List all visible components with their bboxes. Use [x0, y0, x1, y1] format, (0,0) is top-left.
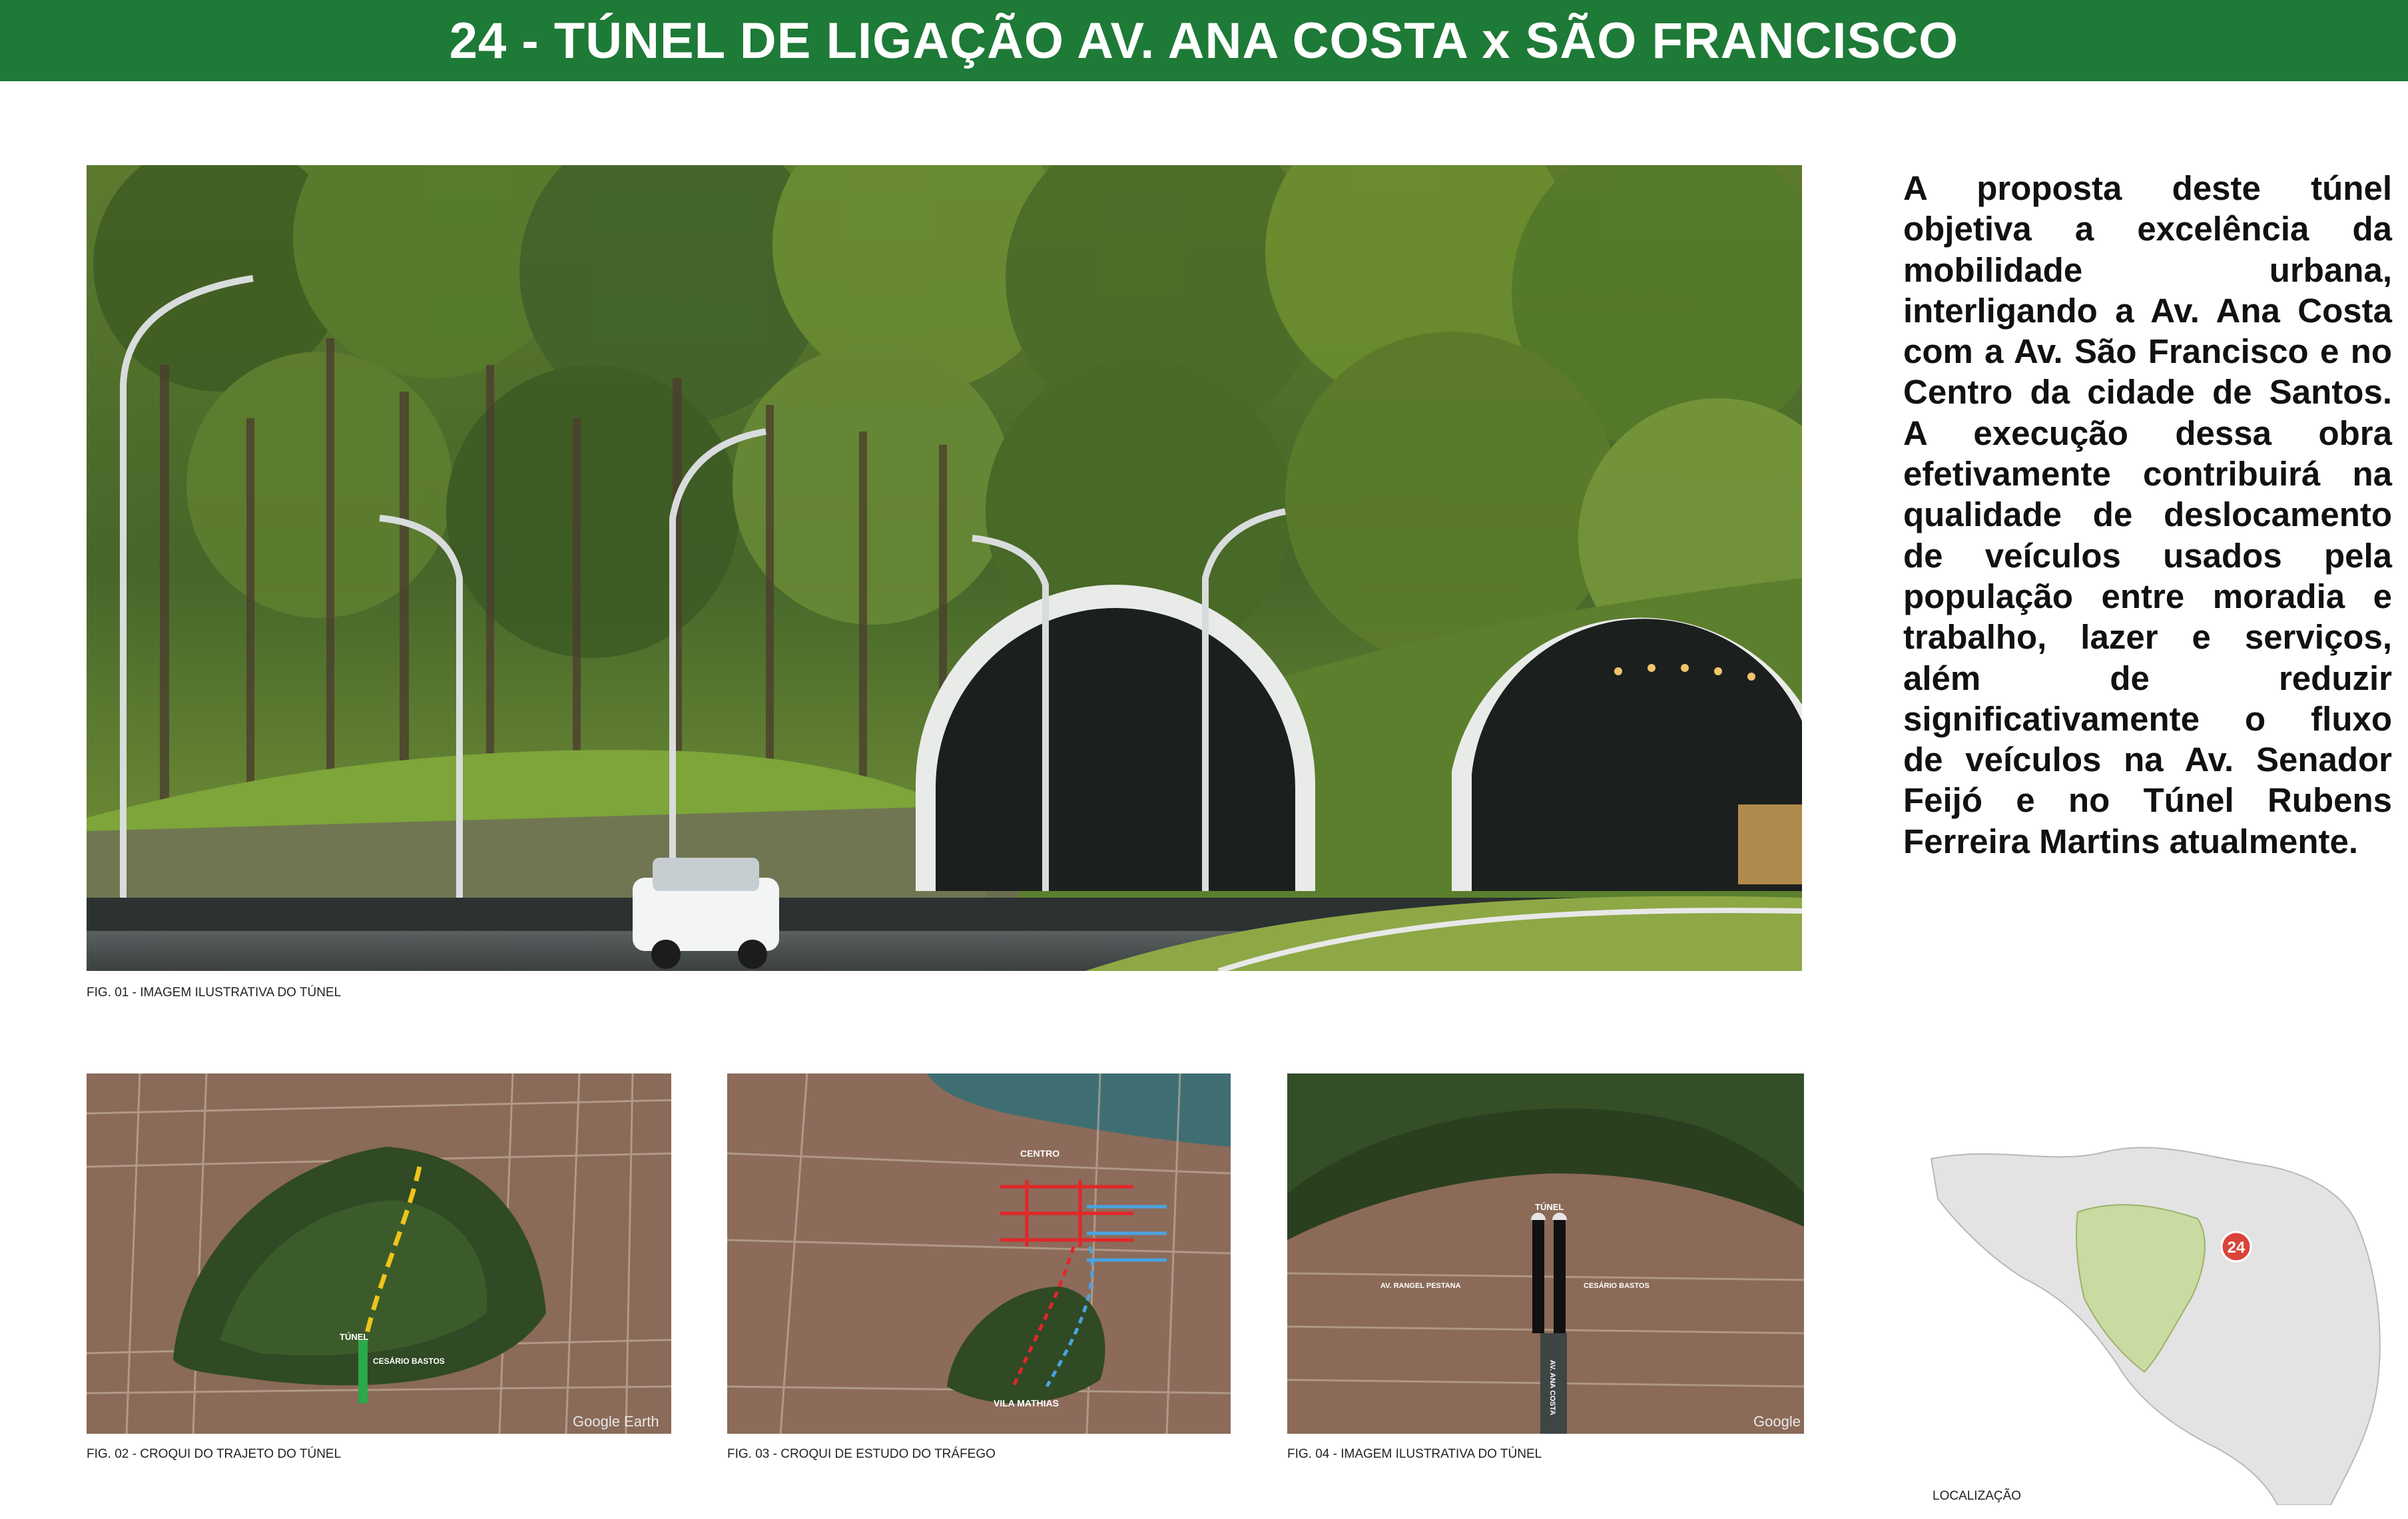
description-line: Centro da cidade de Santos. [1903, 373, 2392, 412]
description-line: A execução dessa obra [1903, 414, 2392, 452]
description-line: efetivamente contribuirá na [1903, 455, 2392, 493]
description-line: população entre moradia e [1903, 577, 2392, 615]
fig02-street-label: CESÁRIO BASTOS [373, 1357, 445, 1366]
fig04-tunnel-label: TÚNEL [1535, 1202, 1564, 1212]
tunnel-illustration-image [87, 165, 1802, 971]
description-line: Feijó e no Túnel Rubens [1903, 781, 2392, 820]
description-line: de veículos na Av. Senador [1903, 741, 2392, 779]
fig04-cesario-label: CESÁRIO BASTOS [1584, 1282, 1650, 1290]
description-line: além de reduzir [1903, 659, 2392, 697]
description-line: com a Av. São Francisco e no [1903, 332, 2392, 371]
description-line: trabalho, lazer e serviços, [1903, 618, 2392, 657]
description-line: de veículos usados pela [1903, 536, 2392, 575]
project-description [1903, 168, 2392, 862]
page-title: 24 - TÚNEL DE LIGAÇÃO AV. ANA COSTA x SÃO FRANCISCO [449, 12, 1959, 69]
fig04-watermark: Google [1753, 1413, 1801, 1430]
description-line: significativamente o fluxo [1903, 699, 2392, 738]
location-marker-label: 24 [2227, 1239, 2246, 1257]
tunnel-aerial-image [1287, 1073, 1804, 1434]
description-line: interligando a Av. Ana Costa [1903, 291, 2392, 330]
fig03-vila-label: VILA MATHIAS [994, 1398, 1059, 1408]
description-line: objetiva a excelência da [1903, 210, 2392, 248]
fig04-rangel-label: AV. RANGEL PESTANA [1380, 1282, 1461, 1290]
fig02-watermark: Google Earth [573, 1413, 659, 1430]
location-map [1918, 1132, 2408, 1505]
route-sketch-map [87, 1073, 671, 1434]
fig03-centro-label: CENTRO [1020, 1148, 1060, 1159]
fig04-caption: FIG. 04 - IMAGEM ILUSTRATIVA DO TÚNEL [1287, 1447, 1542, 1461]
traffic-study-map [727, 1073, 1231, 1434]
title-bar [0, 0, 2408, 81]
fig01-caption: FIG. 01 - IMAGEM ILUSTRATIVA DO TÚNEL [87, 986, 342, 1000]
description-line: A proposta deste túnel [1903, 169, 2392, 207]
fig03-caption: FIG. 03 - CROQUI DE ESTUDO DO TRÁFEGO [727, 1447, 996, 1461]
description-line: qualidade de deslocamento [1903, 495, 2392, 534]
fig04-ana-label: AV. ANA COSTA [1548, 1360, 1556, 1416]
fig02-caption: FIG. 02 - CROQUI DO TRAJETO DO TÚNEL [87, 1447, 342, 1461]
description-line: mobilidade urbana, [1903, 250, 2392, 289]
fig02-tunnel-label: TÚNEL [340, 1332, 369, 1342]
description-line: Ferreira Martins atualmente. [1903, 822, 2359, 860]
location-caption: LOCALIZAÇÃO [1933, 1489, 2022, 1503]
